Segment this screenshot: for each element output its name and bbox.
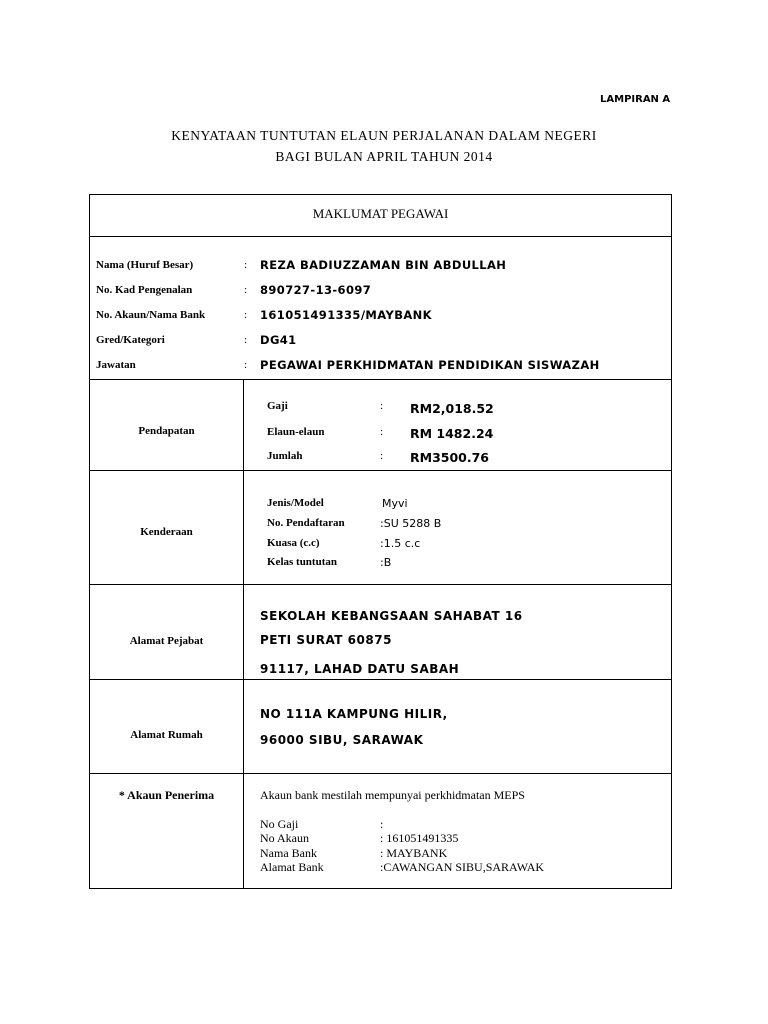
pegawai-label: No. Akaun/Nama Bank bbox=[96, 309, 206, 321]
pegawai-value: 161051491335/MAYBANK bbox=[260, 308, 432, 322]
akaun-label: Nama Bank bbox=[260, 846, 317, 860]
akaun-value: :CAWANGAN SIBU,SARAWAK bbox=[380, 860, 545, 874]
akaun-label: No Akaun bbox=[260, 831, 309, 845]
alamat-pejabat-line: SEKOLAH KEBANGSAAN SAHABAT 16 bbox=[260, 609, 523, 623]
pegawai-value: 890727-13-6097 bbox=[260, 283, 372, 297]
pegawai-label: Jawatan bbox=[96, 359, 136, 371]
pegawai-value: DG41 bbox=[260, 333, 297, 347]
pendapatan-label: Jumlah bbox=[267, 450, 303, 462]
kenderaan-value: :B bbox=[380, 556, 392, 569]
akaun-value: : 161051491335 bbox=[380, 831, 459, 845]
alamat-rumah-line: 96000 SIBU, SARAWAK bbox=[260, 733, 424, 747]
pendapatan-value: RM 1482.24 bbox=[410, 426, 494, 441]
row-divider bbox=[90, 584, 671, 585]
alamat-pejabat-line: PETI SURAT 60875 bbox=[260, 633, 392, 647]
section-label-kenderaan: Kenderaan bbox=[140, 526, 193, 538]
kenderaan-label: No. Pendaftaran bbox=[267, 517, 345, 529]
colon: : bbox=[244, 284, 248, 296]
row-divider bbox=[90, 679, 671, 680]
section-label-akaun-penerima: * Akaun Penerima bbox=[118, 788, 215, 802]
colon: : bbox=[380, 450, 384, 462]
kenderaan-label: Jenis/Model bbox=[267, 497, 324, 509]
pendapatan-value: RM3500.76 bbox=[410, 450, 489, 465]
akaun-label: Alamat Bank bbox=[260, 860, 324, 874]
colon: : bbox=[380, 426, 384, 438]
row-divider bbox=[90, 773, 671, 774]
akaun-value: : MAYBANK bbox=[380, 846, 448, 860]
akaun-penerima-note: Akaun bank mestilah mempunyai perkhidmatan MEPS bbox=[260, 788, 525, 802]
column-divider bbox=[243, 379, 244, 889]
kenderaan-value: :1.5 c.c bbox=[380, 537, 421, 550]
akaun-value: : bbox=[380, 817, 384, 831]
colon: : bbox=[244, 259, 248, 271]
kenderaan-label: Kuasa (c.c) bbox=[267, 537, 320, 549]
alamat-pejabat-line: 91117, LAHAD DATU SABAH bbox=[260, 662, 460, 676]
alamat-rumah-line: NO 111A KAMPUNG HILIR, bbox=[260, 707, 448, 721]
row-divider bbox=[90, 236, 671, 237]
akaun-label: No Gaji bbox=[260, 817, 299, 831]
colon: : bbox=[380, 400, 384, 412]
pendapatan-value: RM2,018.52 bbox=[410, 401, 494, 416]
colon: : bbox=[244, 359, 248, 371]
form-title-line-1: KENYATAAN TUNTUTAN ELAUN PERJALANAN DALAM NEGERI bbox=[171, 128, 597, 143]
lampiran-label: LAMPIRAN A bbox=[600, 94, 671, 105]
claim-form-table bbox=[89, 194, 672, 889]
pendapatan-label: Gaji bbox=[267, 400, 288, 412]
kenderaan-value: :SU 5288 B bbox=[380, 517, 442, 530]
pegawai-label: Gred/Kategori bbox=[96, 334, 165, 346]
section-label-alamat-pejabat: Alamat Pejabat bbox=[129, 635, 204, 647]
section-label-pendapatan: Pendapatan bbox=[138, 425, 195, 437]
pegawai-label: Nama (Huruf Besar) bbox=[96, 259, 194, 271]
pendapatan-label: Elaun-elaun bbox=[267, 426, 325, 438]
row-divider bbox=[90, 470, 671, 471]
section-label-alamat-rumah: Alamat Rumah bbox=[130, 729, 203, 741]
kenderaan-value: Myvi bbox=[382, 497, 408, 510]
pegawai-value: PEGAWAI PERKHIDMATAN PENDIDIKAN SISWAZAH bbox=[260, 358, 600, 372]
pegawai-value: REZA BADIUZZAMAN BIN ABDULLAH bbox=[260, 258, 507, 272]
form-title-line-2: BAGI BULAN APRIL TAHUN 2014 bbox=[275, 149, 493, 164]
section-header-maklumat-pegawai: MAKLUMAT PEGAWAI bbox=[312, 206, 449, 221]
pegawai-label: No. Kad Pengenalan bbox=[96, 284, 193, 296]
colon: : bbox=[244, 309, 248, 321]
kenderaan-label: Kelas tuntutan bbox=[267, 556, 337, 568]
colon: : bbox=[244, 334, 248, 346]
row-divider bbox=[90, 379, 671, 380]
